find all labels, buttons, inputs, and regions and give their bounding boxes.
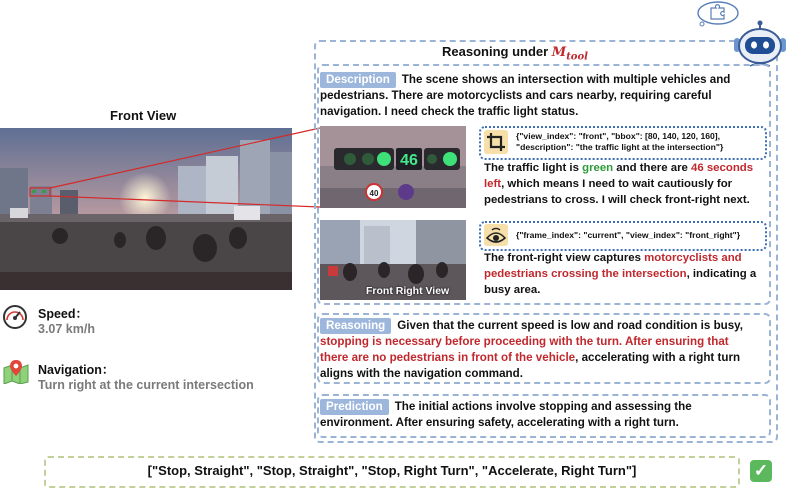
front-right-red: motorcyclists and pedestrians crossing the intersection [484,252,742,280]
speedometer-icon [2,304,28,330]
front-view-title: Front View [110,108,177,123]
tool-call-view-code: {"frame_index": "current", "view_index": "front_right"} [516,230,741,240]
output-actions: ["Stop, Straight", "Stop, Straight", "Stop, Right Turn", "Accelerate, Right Turn"] [147,463,637,478]
tool-call-crop-code: {"view_index": "front", "bbox": [80, 140, 120, 160], "description": "the traffic light at the intersection"} [516,131,724,152]
speed-value: 3.07 km/h [38,322,95,336]
crop-icon [484,130,508,154]
panel-title [442,44,588,63]
reasoning-tag: Reasoning [320,318,391,334]
reasoning-paragraph [320,318,760,382]
front-right-view-label: Front Right View [366,285,450,297]
reasoning-text-1: Given that the current speed is low and road condition is busy, [397,319,743,332]
navigation-label: Navigation： [38,363,115,377]
traffic-text-3: , which means I need to wait cautiously for pedestrians to cross. I will check front-right next. [484,178,750,206]
traffic-light-paragraph [484,160,766,208]
map-pin-icon [2,358,30,384]
light-counter-text: 46 [400,152,418,169]
reasoning-red-2: After ensuring that there are no pedestrians in front of the vehicle [320,335,729,364]
prediction-tag: Prediction [320,399,389,415]
traffic-seconds: 46 seconds left [484,162,754,190]
check-icon: ✓ [750,460,772,482]
traffic-light-crop-image [320,126,466,208]
speed-label: Speed： [38,307,89,321]
traffic-green-word: green [582,162,614,174]
navigation-value: Turn right at the current intersection [38,378,254,392]
traffic-text-1: The traffic light is [484,162,583,174]
panel-title-subscript: tool [566,51,588,63]
eye-view-icon [484,224,508,246]
speed-sign-text: 40 [369,189,379,198]
prediction-paragraph [320,399,760,431]
panel-title-text: Reasoning under [442,44,552,59]
panel-title-symbol: M [551,45,567,60]
traffic-text-2: and there are [613,162,692,174]
reasoning-text-2: , accelerating with a right turn aligns with the navigation command. [320,351,741,380]
description-tag: Description [320,72,396,88]
description-paragraph [320,72,760,120]
prediction-text: The initial actions involve stopping and assessing the environment. After ensuring safety, accelerating with a right turn. [320,400,692,429]
front-right-paragraph [484,250,766,298]
reasoning-red-1: stopping is necessary before proceeding with the turn. [320,335,623,348]
description-text: The scene shows an intersection with multiple vehicles and pedestrians. There are motorcyclists and cars nearby, requiring careful navigation. I need check the traffic light status. [320,73,731,118]
front-right-text-2: , indicating a busy area. [484,268,757,296]
front-right-text-1: The front-right view captures [484,252,645,264]
